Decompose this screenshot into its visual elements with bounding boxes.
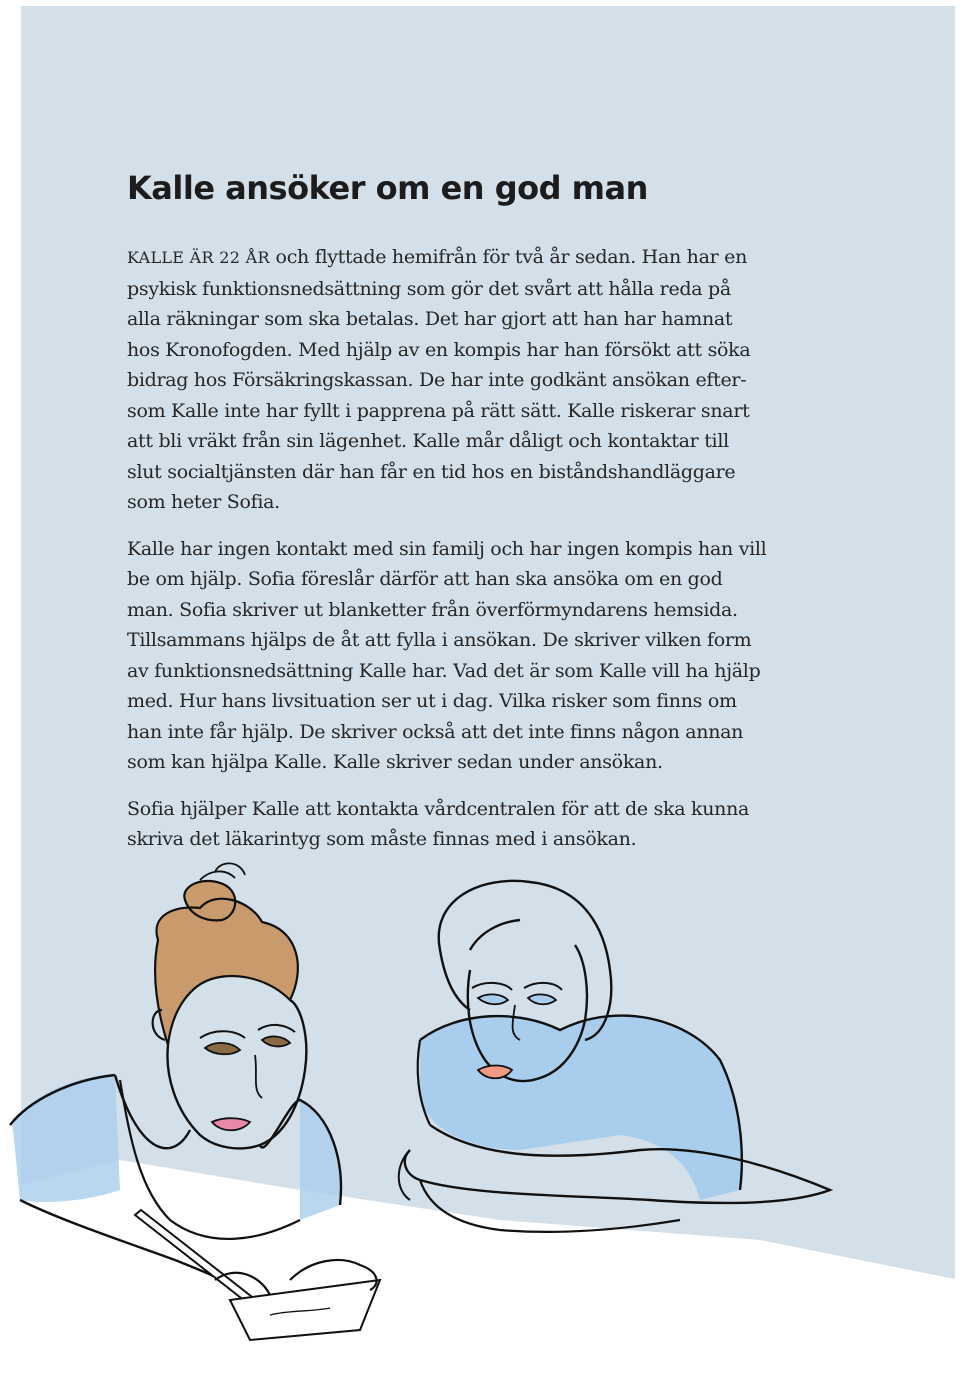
paragraph-2: Kalle har ingen kontakt med sin familj och har ingen kompis han vill be om hjälp. Sofia föreslår därför att han ska ansöka om en god man. Sofia skriver ut blanketter från överförmyndarens hemsida. Tillsammans hjälps de åt att fylla i ansökan. De skriver vilken form av funktionsnedsättning Kalle har. Vad det är som Kalle vill ha hjälp med. Hur hans livsituation ser ut i dag. Vilka risker som finns om han inte får hjälp. De skriver också att det inte finns någon annan som kan hjälpa Kalle. Kalle skriver sedan under ansökan. [127, 537, 767, 773]
paragraph-1 [127, 242, 767, 518]
article [127, 168, 767, 871]
lead-caps: KALLE ÄR 22 ÅR [127, 248, 270, 267]
paragraph-1-text: och flyttade hemifrån för två år sedan. Han har en psykisk funktionsnedsättning som gör det svårt att hålla reda på alla räkningar som ska betalas. Det har gjort att han har hamnat hos Kronofogden. Med hjälp av en kompis har han försökt att söka bidrag hos Försäkringskassan. De har inte godkänt ansökan eftersom Kalle inte har fyllt i papprena på rätt sätt. Kalle riskerar snart att bli vräkt från sin lägenhet. Kalle mår dåligt och kontaktar till slut socialtjänsten där han får en tid hos en biståndshandläggare som heter Sofia. [127, 246, 751, 513]
illustration-two-women-writing [0, 860, 960, 1375]
paragraph-3: Sofia hjälper Kalle att kontakta vårdcentralen för att de ska kunna skriva det läkarintyg som måste finnas med i ansökan. [127, 797, 750, 850]
right-woman-shirt [420, 1016, 742, 1200]
right-woman-eye-right [528, 994, 556, 1004]
right-woman-eye-left [478, 994, 508, 1004]
left-woman-lips [212, 1118, 250, 1130]
left-woman-hair-fill [155, 899, 298, 1045]
article-title: Kalle ansöker om en god man [127, 169, 648, 207]
left-woman-eye-left [205, 1043, 240, 1054]
left-woman-eye-right [262, 1036, 290, 1046]
illustration-white-ground [0, 1160, 960, 1375]
left-woman-shirt-blue [12, 1075, 120, 1202]
